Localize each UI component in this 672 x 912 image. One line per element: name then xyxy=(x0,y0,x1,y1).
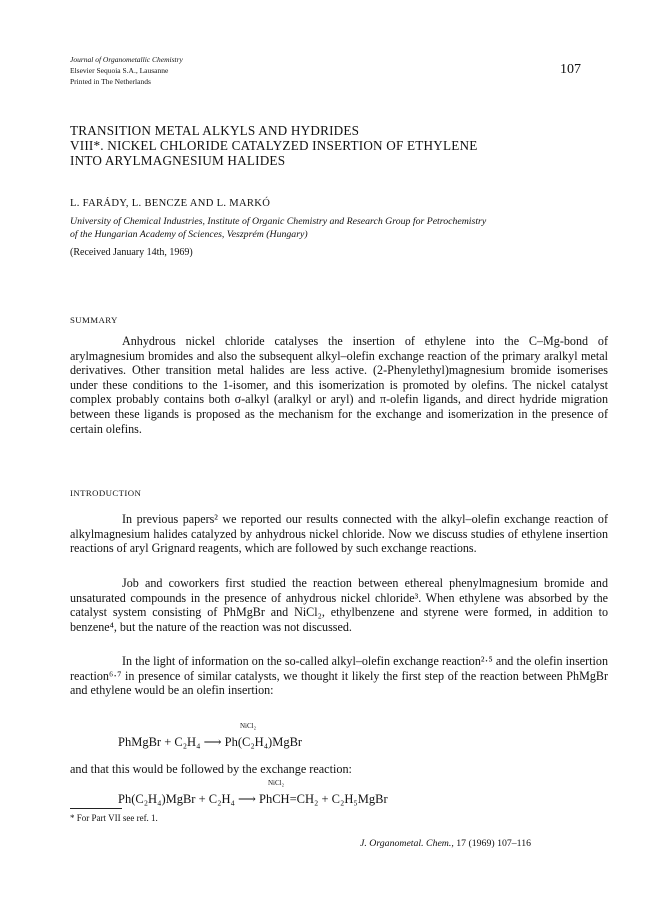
intro-paragraph-3-text: In the light of information on the so-called alkyl–olefin exchange reaction²·⁵ and the olefin insertion reaction⁶·⁷ in presence of similar catalysts, we thought it likely the first step of the reaction between PhMgBr and ethylene would be an olefin insertion: xyxy=(70,654,608,698)
article-title xyxy=(70,123,610,168)
equation-1: PhMgBr + C₂H₄ ⟶ Ph(C₂H₄)MgBr xyxy=(118,735,303,749)
printed-in: Printed in The Netherlands xyxy=(70,77,151,86)
citation-journal: J. Organometal. Chem., xyxy=(360,838,454,849)
journal-name: Journal of Organometallic Chemistry xyxy=(70,55,183,64)
affiliation-line-2: of the Hungarian Academy of Sciences, Veszprém (Hungary) xyxy=(70,229,308,240)
summary-heading: SUMMARY xyxy=(70,315,118,325)
title-line-3: INTO ARYLMAGNESIUM HALIDES xyxy=(70,153,286,168)
footnote-divider xyxy=(70,808,122,809)
intro-paragraph-2 xyxy=(70,576,608,634)
equation-2-catalyst: NiCl₂ xyxy=(268,779,285,787)
intro-paragraph-1-text: In previous papers² we reported our results connected with the alkyl–olefin exchange reaction of alkylmagnesium halides catalyzed by anhydrous nickel chloride. Now we discuss studies of ethylene insertion reactions of aryl Grignard reagents, which are followed by such exchange reactions. xyxy=(70,512,608,556)
intro-paragraph-3 xyxy=(70,654,608,698)
intro-paragraph-1 xyxy=(70,512,608,556)
affiliation xyxy=(70,215,615,241)
affiliation-line-1: University of Chemical Industries, Institute of Organic Chemistry and Research Group for Petrochemistry xyxy=(70,216,487,227)
citation-volume: 17 (1969) 107–116 xyxy=(456,838,531,849)
summary-paragraph: Anhydrous nickel chloride catalyses the insertion of ethylene into the C–Mg-bond of arylmagnesium bromides and also the subsequent alkyl–olefin exchange reaction of the primary aralkyl metal derivatives. Other transition metal halides are less active. (2-Phenylethyl)magnesium bromide isomerises under these conditions to the 1-isomer, and this isomerization is promoted by olefins. The nickel catalyst complex probably contains both σ-alkyl (aralkyl or aryl) and π-olefin ligands, and direct hydride migration between these ligands is proposed as the mechanism for the exchange and isomerization in the presence of certain olefins. xyxy=(70,334,608,436)
equation-lead-text: and that this would be followed by the exchange reaction: xyxy=(70,762,352,776)
intro-paragraph-2-text: Job and coworkers first studied the reaction between ethereal phenylmagnesium bromide and unsaturated compounds in the presence of anhydrous nickel chloride³. When ethylene was absorbed by the catalyst system consisting of PhMgBr and NiCl₂, ethylbenzene and styrene were formed, in addition to benzene⁴, but the nature of the reaction was not discussed. xyxy=(70,576,608,634)
journal-citation xyxy=(360,838,531,849)
authors: L. FARÁDY, L. BENCZE AND L. MARKÓ xyxy=(70,198,271,209)
title-line-1: TRANSITION METAL ALKYLS AND HYDRIDES xyxy=(70,123,360,138)
title-line-2: VIII*. NICKEL CHLORIDE CATALYZED INSERTION OF ETHYLENE xyxy=(70,138,478,153)
equation-2: Ph(C₂H₄)MgBr + C₂H₄ ⟶ PhCH=CH₂ + C₂H₅MgBr xyxy=(118,792,388,806)
received-date: (Received January 14th, 1969) xyxy=(70,247,193,258)
summary-section xyxy=(70,334,608,436)
page-number: 107 xyxy=(560,62,581,77)
journal-header xyxy=(70,54,183,87)
introduction-heading: INTRODUCTION xyxy=(70,488,142,498)
equation-1-catalyst: NiCl₂ xyxy=(240,722,257,730)
footnote: * For Part VII see ref. 1. xyxy=(70,813,158,823)
publisher: Elsevier Sequoia S.A., Lausanne xyxy=(70,66,169,75)
